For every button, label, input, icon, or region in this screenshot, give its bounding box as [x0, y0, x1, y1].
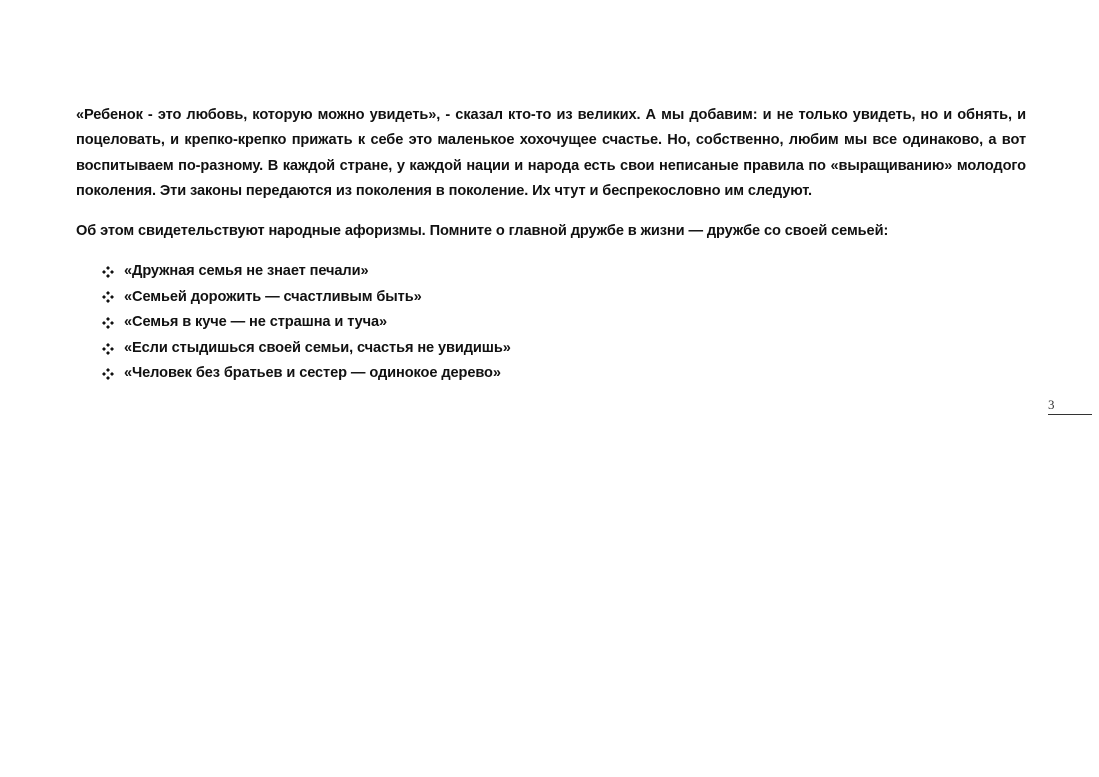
page-content	[76, 103, 1026, 387]
page-number: 3	[1048, 398, 1092, 415]
aphorism-text: «Семьей дорожить — счастливым быть»	[124, 288, 422, 305]
list-item	[102, 310, 1026, 336]
list-item	[102, 259, 1026, 285]
list-item	[102, 336, 1026, 362]
four-diamond-bullet-icon	[102, 291, 114, 303]
aphorism-text: «Дружная семья не знает печали»	[124, 263, 369, 280]
four-diamond-bullet-icon	[102, 266, 114, 278]
aphorism-text: «Если стыдишься своей семьи, счастья не увидишь»	[124, 339, 511, 356]
four-diamond-bullet-icon	[102, 343, 114, 355]
list-item	[102, 361, 1026, 387]
aphorism-list	[76, 259, 1026, 387]
aphorism-text: «Человек без братьев и сестер — одинокое дерево»	[124, 365, 501, 382]
aphorism-intro-paragraph: Об этом свидетельствуют народные афоризмы. Помните о главной дружбе в жизни — дружбе со своей семьей:	[76, 222, 889, 239]
intro-paragraph: «Ребенок - это любовь, которую можно увидеть», - сказал кто-то из великих. А мы добавим: и не только увидеть, но и обнять, и поцеловать, и крепко-крепко прижать к себе это маленькое хохочущее счастье. Но, собственно, любим мы все одинаково, а вот воспитываем по-разному. В каждой стране, у каждой нации и народа есть свои неписаные правила по «выращиванию» молодого поколения. Эти законы передаются из поколения в поколение. Их чтут и беспрекословно им следуют.	[76, 107, 1026, 200]
four-diamond-bullet-icon	[102, 368, 114, 380]
list-item	[102, 285, 1026, 311]
four-diamond-bullet-icon	[102, 317, 114, 329]
aphorism-text: «Семья в куче — не страшна и туча»	[124, 314, 388, 331]
